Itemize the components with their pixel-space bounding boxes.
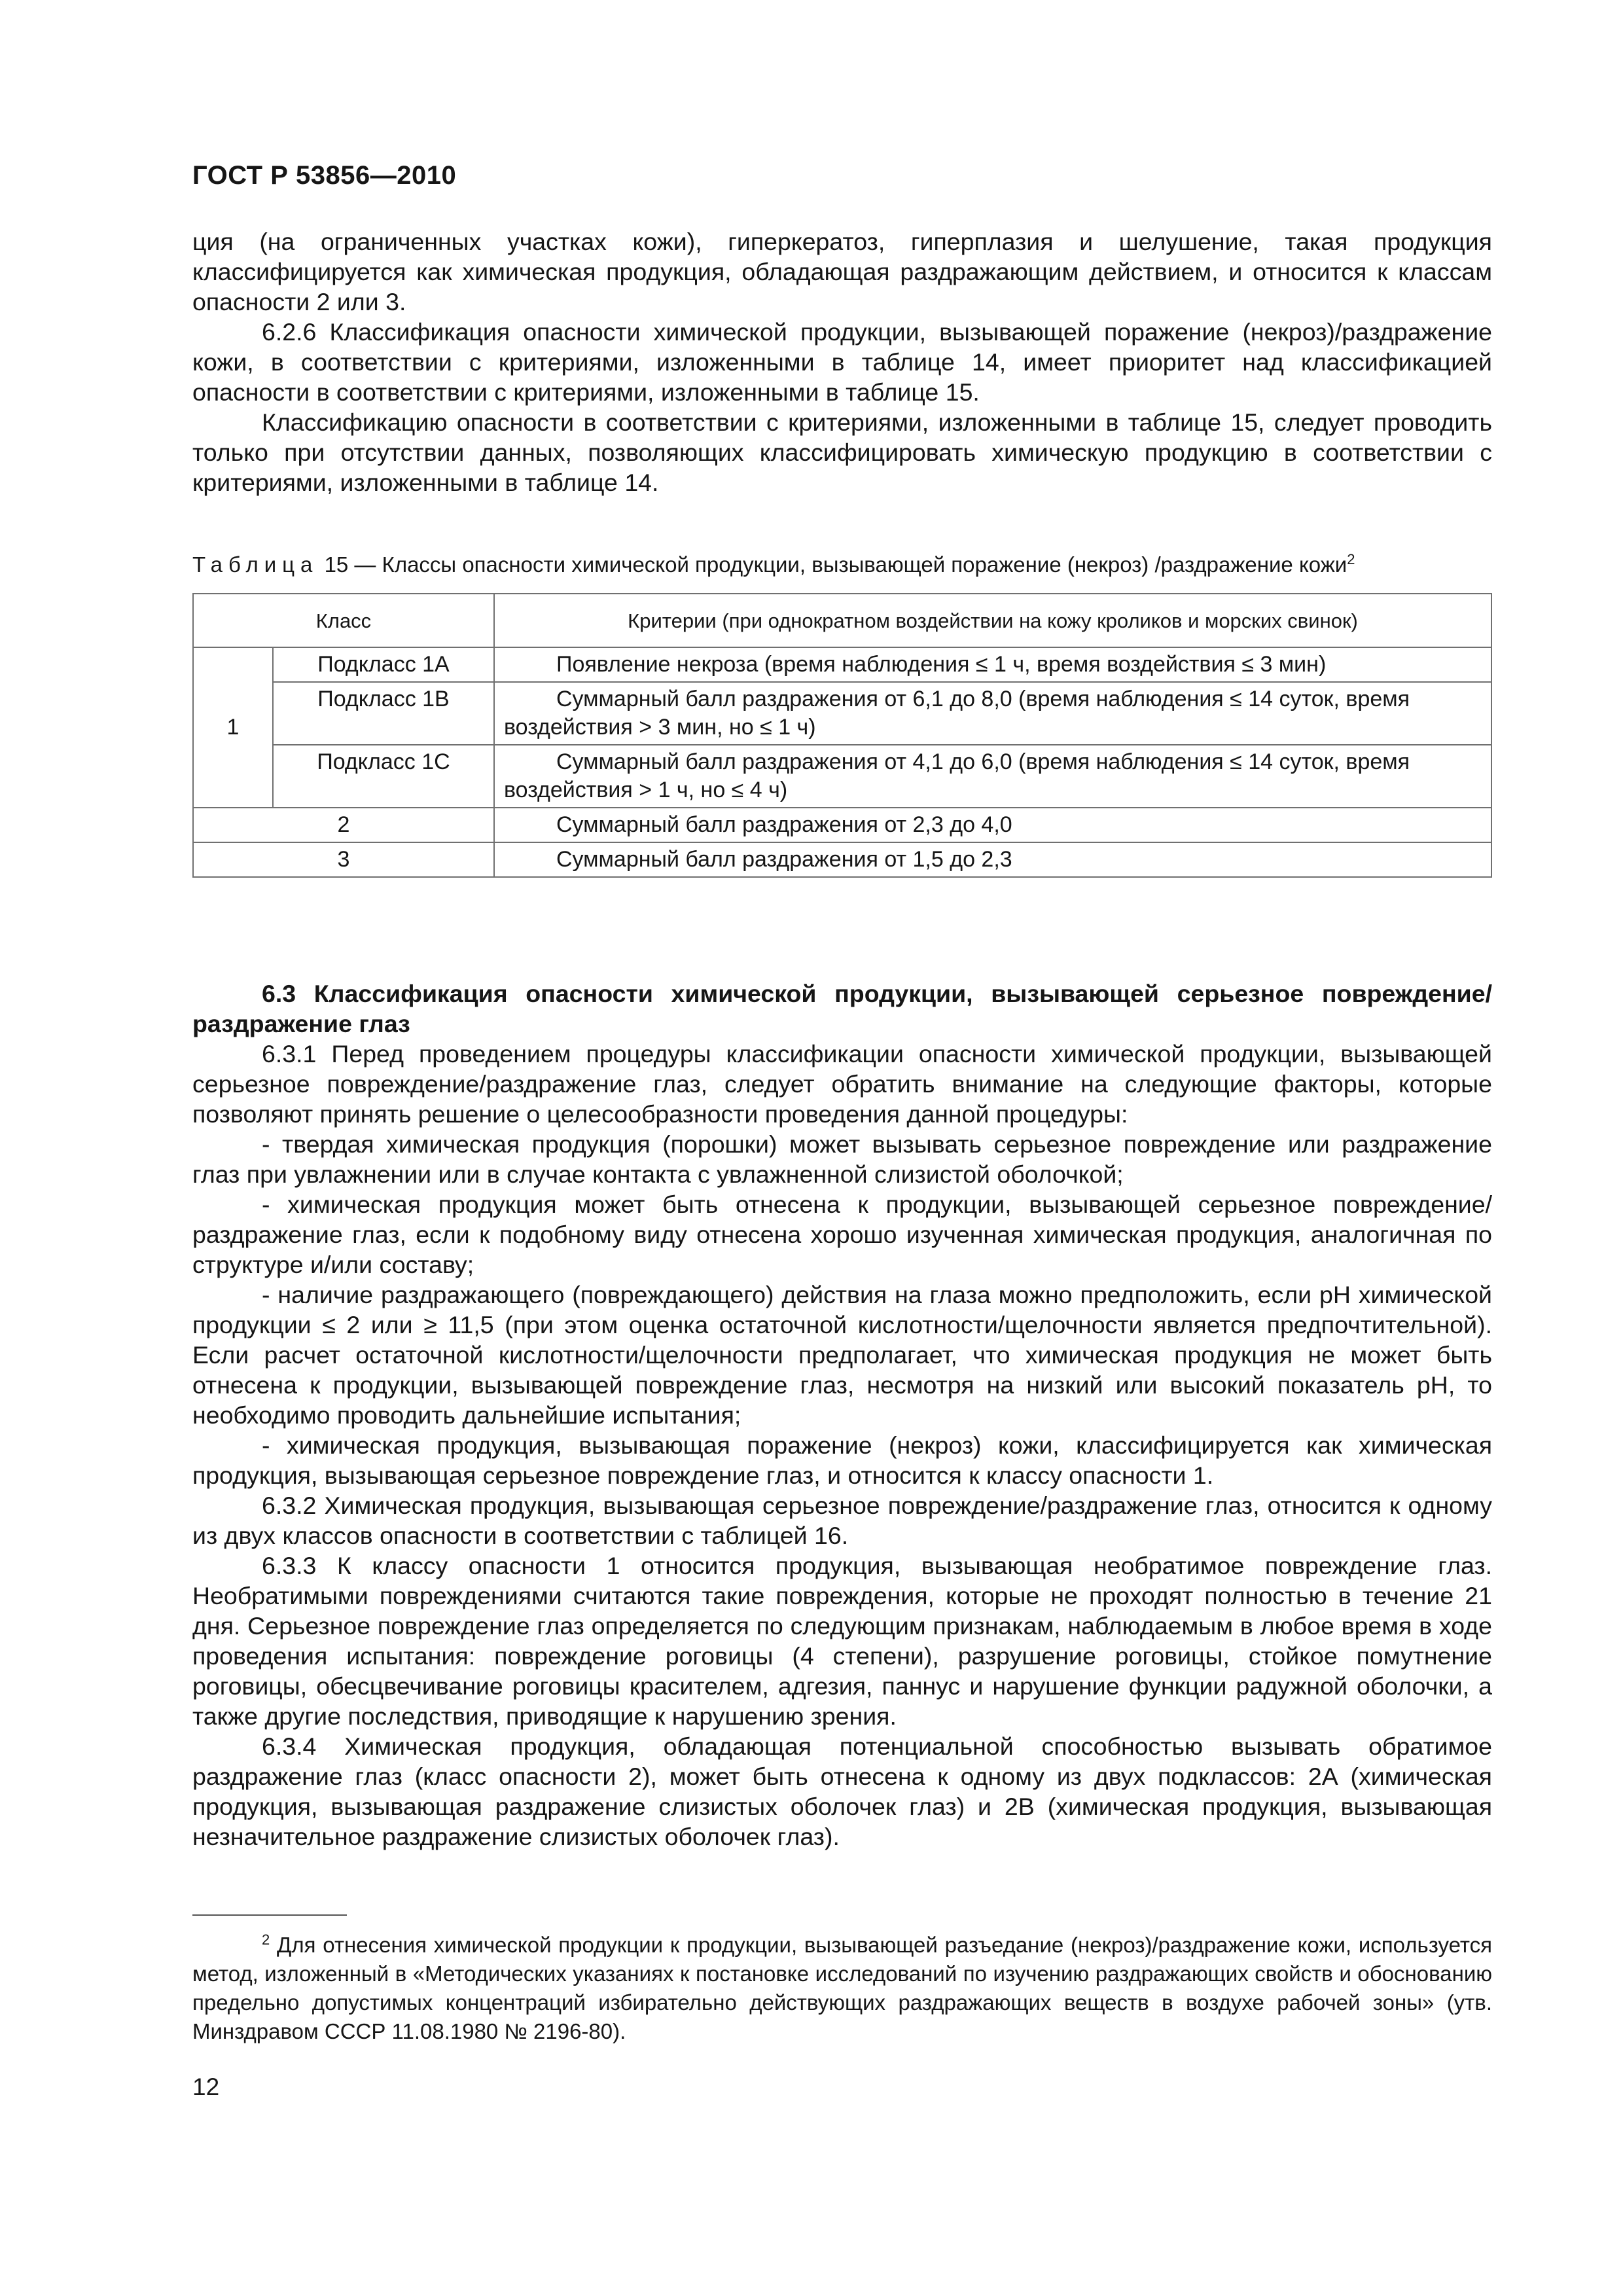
bullet-item: - твердая химическая продукция (порошки) может вызывать серьезное повреждение или раздражение глаз при увлажнении или в случае контакта с увлажненной слизистой оболочкой; — [192, 1130, 1492, 1188]
table-caption-label: Таблица — [192, 552, 319, 577]
footnote — [192, 1926, 1492, 2046]
class-2-cell: 2 — [193, 808, 494, 842]
table-row — [193, 745, 1491, 808]
intro-paragraph-3: Классификацию опасности в соответствии с критериями, изложенными в таблице 15, следует проводить только при отсутствии данных, позволяющих классифицировать химическую продукцию в соответствии с критериями, изложенными в таблице 14. — [192, 408, 1492, 496]
table-header-row — [193, 594, 1491, 647]
class-3-criteria: Суммарный балл раздражения от 1,5 до 2,3 — [494, 842, 1491, 877]
paragraph-6-3-1: 6.3.1 Перед проведением процедуры классификации опасности химической продукции, вызывающей серьезное повреждение/раздражение глаз, следует обратить внимание на следующие факторы, которые позволяют принять решение о целесообразности проведения данной процедуры: — [192, 1040, 1492, 1128]
bullet-item: - химическая продукция может быть отнесена к продукции, вызывающей серьезное повреждение/раздражение глаз, если к подобному виду отнесена хорошо изученная химическая продукция, аналогичная по структуре и/или составу; — [192, 1191, 1492, 1278]
class-1-cell: 1 — [193, 647, 273, 808]
header-criteria: Критерии (при однократном воздействии на кожу кроликов и морских свинок) — [494, 594, 1491, 647]
table-caption — [192, 547, 1495, 578]
subclass-1c: Подкласс 1С — [273, 745, 494, 808]
subclass-1c-criteria: Суммарный балл раздражения от 4,1 до 6,0 (время наблюдения ≤ 14 суток, время воздействия > 1 ч, но ≤ 4 ч) — [494, 745, 1491, 808]
footnote-separator — [192, 1914, 347, 1916]
table-caption-text: 15 — Классы опасности химической продукции, вызывающей поражение (некроз) /раздражение кожи — [324, 552, 1347, 577]
section-6-3 — [192, 978, 1492, 1852]
bullet-item: - химическая продукция, вызывающая поражение (некроз) кожи, классифицируется как химическая продукция, вызывающая серьезное повреждение глаз, и относится к классу опасности 1. — [192, 1431, 1492, 1489]
section-heading: 6.3 Классификация опасности химической продукции, вызывающей серьезное повреждение/раздражение глаз — [192, 980, 1492, 1037]
footnote-ref: 2 — [1347, 551, 1355, 567]
page-number: 12 — [192, 2073, 220, 2100]
class-3-cell: 3 — [193, 842, 494, 877]
table-row — [193, 682, 1491, 745]
bullet-item: - наличие раздражающего (повреждающего) действия на глаза можно предположить, если pH химической продукции ≤ 2 или ≥ 11,5 (при этом оценка остаточной кислотности/щелочности является предпочтительной). Если расчет остаточной кислотности/щелочности предполагает, что химическая продукция не может быть отнесена к продукции, вызывающей повреждение глаз, несмотря на низкий или высокий показатель pH, то необходимо проводить дальнейшие испытания; — [192, 1281, 1492, 1429]
footnote-mark: 2 — [262, 1931, 270, 1948]
table-row — [193, 842, 1491, 877]
subclass-1b: Подкласс 1В — [273, 682, 494, 745]
subclass-1a-criteria: Появление некроза (время наблюдения ≤ 1 ч, время воздействия ≤ 3 мин) — [494, 647, 1491, 682]
footnote-text: Для отнесения химической продукции к продукции, вызывающей разъедание (некроз)/раздражение кожи, используется метод, изложенный в «Методических указаниях к постановке исследований по изучению раздражающих свойств и обоснованию предельно допустимых концентраций избирательно действующих раздражающих веществ в воздухе рабочей зоны» (утв. Минздравом СССР 11.08.1980 № 2196-80). — [192, 1933, 1492, 2043]
subclass-1a: Подкласс 1А — [273, 647, 494, 682]
paragraph-6-3-2: 6.3.2 Химическая продукция, вызывающая серьезное повреждение/раздражение глаз, относится к одному из двух классов опасности в соответствии с таблицей 16. — [192, 1492, 1492, 1549]
intro-text — [192, 226, 1492, 497]
subclass-1b-criteria: Суммарный балл раздражения от 6,1 до 8,0 (время наблюдения ≤ 14 суток, время воздействия > 3 мин, но ≤ 1 ч) — [494, 682, 1491, 745]
paragraph-6-3-4: 6.3.4 Химическая продукция, обладающая потенциальной способностью вызывать обратимое раздражение глаз (класс опасности 2), может быть отнесена к одному из двух подклассов: 2А (химическая продукция, вызывающая раздражение слизистых оболочек глаз) и 2В (химическая продукция, вызывающая незначительное раздражение слизистых оболочек глаз). — [192, 1732, 1492, 1850]
paragraph-6-2-6: 6.2.6 Классификация опасности химической продукции, вызывающей поражение (некроз)/раздражение кожи, в соответствии с критериями, изложенными в таблице 14, имеет приоритет над классификацией опасности в соответствии с критериями, изложенными в таблице 15. — [192, 318, 1492, 406]
intro-paragraph-1: ция (на ограниченных участках кожи), гиперкератоз, гиперплазия и шелушение, такая продукция классифицируется как химическая продукция, обладающая раздражающим действием, и относится к классам опасности 2 или 3. — [192, 228, 1492, 315]
hazard-class-table — [192, 593, 1492, 878]
table-row — [193, 647, 1491, 682]
paragraph-6-3-3: 6.3.3 К классу опасности 1 относится продукция, вызывающая необратимое повреждение глаз. Необратимыми повреждениями считаются такие повреждения, которые не проходят полностью в течение 21 дня. Серьезное повреждение глаз определяется по следующим признакам, наблюдаемым в любое время в ходе проведения испытания: повреждение роговицы (4 степени), разрушение роговицы, стойкое помутнение роговицы, обесцвечивание роговицы красителем, адгезия, паннус и нарушение функции радужной оболочки, а также другие последствия, приводящие к нарушению зрения. — [192, 1552, 1492, 1730]
header-class: Класс — [193, 594, 494, 647]
document-header: ГОСТ Р 53856—2010 — [192, 161, 457, 190]
table-row — [193, 808, 1491, 842]
class-2-criteria: Суммарный балл раздражения от 2,3 до 4,0 — [494, 808, 1491, 842]
